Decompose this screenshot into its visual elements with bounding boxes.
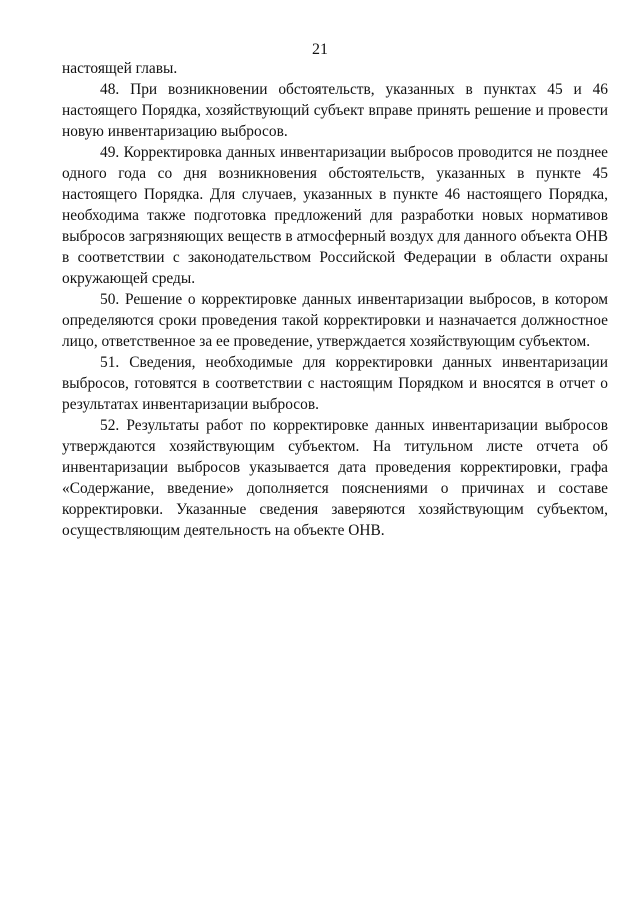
paragraph-48: 48. При возникновении обстоятельств, указанных в пунктах 45 и 46 настоящего Порядка, хозяйствующий субъект вправе принять решение и провести новую инвентаризацию выбросов.	[62, 81, 608, 140]
paragraph-51: 51. Сведения, необходимые для корректировки данных инвентаризации выбросов, готовятся в соответствии с настоящим Порядком и вносятся в отчет о результатах инвентаризации выбросов.	[62, 354, 608, 413]
paragraph-continuation: настоящей главы.	[62, 60, 178, 77]
paragraph-49: 49. Корректировка данных инвентаризации выбросов проводится не позднее одного года со дня возникновения обстоятельств, указанных в пункте 45 настоящего Порядка. Для случаев, указанных в пункте 46 настоящего Порядка, необходима также подготовка предложений для разработки новых нормативов выбросов загрязняющих веществ в атмосферный воздух для данного объекта ОНВ в соответствии с законодательством Российской Федерации в области охраны окружающей среды.	[62, 144, 608, 287]
document-body	[62, 58, 608, 541]
paragraph-52: 52. Результаты работ по корректировке данных инвентаризации выбросов утверждаются хозяйствующим субъектом. На титульном листе отчета об инвентаризации выбросов указывается дата проведения корректировки, графа «Содержание, введение» дополняется пояснениями о причинах и составе корректировки. Указанные сведения заверяются хозяйствующим субъектом, осуществляющим деятельность на объекте ОНВ.	[62, 417, 608, 539]
page-number: 21	[312, 41, 328, 58]
paragraph-50: 50. Решение о корректировке данных инвентаризации выбросов, в котором определяются сроки проведения такой корректировки и назначается должностное лицо, ответственное за ее проведение, утверждается хозяйствующим субъектом.	[62, 291, 608, 350]
